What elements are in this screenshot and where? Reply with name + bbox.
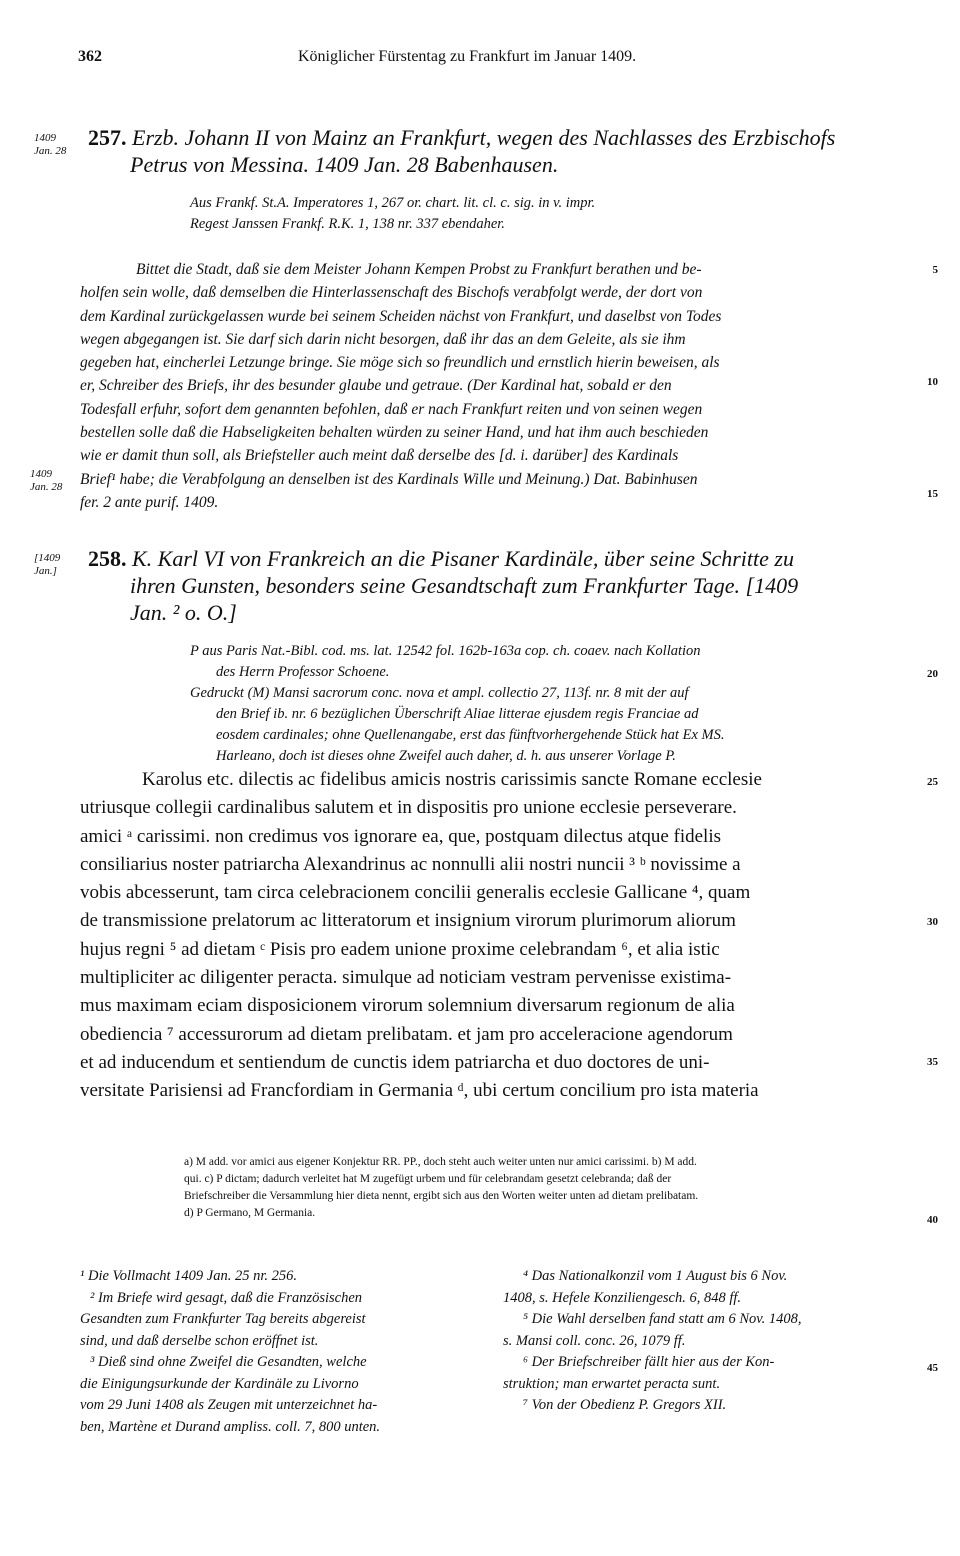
entry-257-margin-date: 1409 Jan. 28 — [34, 132, 67, 157]
entry-257-source-1: Aus Frankf. St.A. Imperatores 1, 267 or. chart. lit. cl. c. sig. in v. impr. — [190, 195, 596, 211]
footnotes-left: ¹ Die Vollmacht 1409 Jan. 25 nr. 256. ² Im Briefe wird gesagt, daß die Französischen Gesandten zum Frankfurter Tag bereits abgereist sind, und daß derselbe schon eröffnet ist. ³ Dieß sind ohne Zweifel die Gesandten, welche die Einigungsurkunde der Kardinäle zu Livorno vom 29 Juni 1408 als Zeugen mit unterzeichnet ha- ben, Martène et Durand ampliss. coll. 7, 800 unten. — [80, 1268, 381, 1435]
entry-258-title-line3: Jan. ² o. O.] — [130, 600, 237, 625]
entry-257-regest: Bittet die Stadt, daß sie dem Meister Johann Kempen Probst zu Frankfurt berathen und be- holfen sein wolle, daß demselben die Hinterlassenschaft des Bischofs verabfolgt werde, der dort von dem Kardinal zurückgelassen wurde bei seinem Scheiden nächst von Frankfurt, und daselbst von Todes wegen abgegangen ist. Sie darf sich darin nicht besorgen, daß ihr das an dem Geleite, als sie ihm gegeben hat, eincherlei Letzunge bringe. Sie möge sich so freundlich und ernstlich hierin beweisen, als er, Schreiber des Briefs, ihr des besunder glaube und getraue. (Der Kardinal hat, sobald er den Todesfall erfuhr, sofort dem genannten befohlen, daß er nach Frankfurt reiten und von seinen wegen bestellen solle daß die Habseligkeiten behalten würden zu seiner Hand, und hat ihm auch beschieden wie er damit thun soll, als Briefsteller auch meint daß derselbe des [d. i. darüber] des Kardinals Brief¹ habe; die Verabfolgung an denselben ist des Kardinals Wille und Meinung.) Dat. Babinhusen fer. 2 ante purif. 1409. — [80, 261, 722, 511]
entry-257-title-line1: Erzb. Johann II von Mainz an Frankfurt, wegen des Nachlasses des Erzbischofs — [132, 125, 836, 150]
line-number: 30 — [927, 916, 938, 928]
line-number: 25 — [927, 776, 938, 788]
footnotes-right: ⁴ Das Nationalkonzil vom 1 August bis 6 Nov. 1408, s. Hefele Konziliengesch. 6, 848 ff. ⁵ Die Wahl derselben fand statt am 6 Nov. 1408, s. Mansi coll. conc. 26, 1079 ff. ⁶ Der Briefschreiber fällt hier aus der Kon- struktion; man erwartet peracta sunt. ⁷ Von der Obedienz P. Gregors XII. — [503, 1268, 802, 1413]
line-number: 10 — [927, 376, 938, 388]
entry-258-title-line1: K. Karl VI von Frankreich an die Pisaner Kardinäle, über seine Schritte zu — [132, 546, 794, 571]
line-number: 5 — [932, 264, 938, 276]
entry-258-sources: P aus Paris Nat.-Bibl. cod. ms. lat. 12542 fol. 162b-163a cop. ch. coaev. nach Kollation des Herrn Professor Schoene. Gedruckt (M) Mansi sacrorum conc. nova et ampl. collectio 27, 113f. nr. 8 mit der auf den Brief ib. nr. 6 bezüglichen Überschrift Aliae litterae ejusdem regis Franciae ad eosdem cardinales; ohne Quellenangabe, erst das fünftvorhergehende Stück hat Ex MS. Harleano, doch ist dieses ohne Zweifel auch daher, d. h. aus unserer Vorlage P. — [190, 643, 725, 764]
entry-258-title-line2: ihren Gunsten, besonders seine Gesandtschaft zum Frankfurter Tage. [1409 — [130, 573, 799, 598]
line-number: 40 — [927, 1214, 938, 1226]
page-number: 362 — [78, 48, 102, 65]
entry-257-date-margin: 1409 Jan. 28 — [30, 468, 63, 493]
line-number: 15 — [927, 488, 938, 500]
line-number: 20 — [927, 668, 938, 680]
critical-apparatus: a) M add. vor amici aus eigener Konjektur RR. PP., doch steht auch weiter unten nur amici carissimi. b) M add. qui. c) P dictam; dadurch verleitet hat M zugefügt urbem und für celebrandam gesetzt celebranda; daß der Briefschreiber die Versammlung hier dieta nennt, ergibt sich aus den Worten weiter unten ad dietam prelibatam. d) P Germano, M Germania. — [184, 1156, 699, 1219]
entry-257-number: 257. — [88, 125, 127, 150]
entry-258-latin-text: Karolus etc. dilectis ac fidelibus amicis nostris carissimis sancte Romane ecclesie utriusque collegii cardinalibus salutem et in dispositis pro unione ecclesie perseverare. amici ᵃ carissimi. non credimus vos ignorare ea, que, postquam dilectus atque fidelis consiliarius noster patriarcha Alexandrinus ac nonnulli alii nostri nuncii ³ ᵇ novissime a vobis abcesserunt, tam circa celebracionem concilii generalis ecclesie Gallicane ⁴, quam de transmissione prelatorum ac litteratorum et insignium virorum plurimorum aliorum hujus regni ⁵ ad dietam ᶜ Pisis pro eadem unione proxime celebrandam ⁶, et alia istic multipliciter ac diligenter peracta. simulque ad noticiam vestram pervenisse existima- mus maximam eciam disposicionem virorum solemnium diversarum regionum de alia obediencia ⁷ accessurorum ad dietam prelibatam. et jam pro acceleracione agendorum et ad inducendum et sentiendum de cunctis idem patriarcha et duo doctores de uni- versitate Parisiensi ad Francfordiam in Germania ᵈ, ubi certum concilium pro ista materia — [80, 769, 762, 1102]
entry-258-number: 258. — [88, 546, 127, 571]
entry-258-heading — [88, 545, 933, 626]
entry-257-heading — [88, 124, 933, 178]
entry-257-source-2: Regest Janssen Frankf. R.K. 1, 138 nr. 337 ebendaher. — [190, 216, 505, 232]
entry-257-title-line2: Petrus von Messina. 1409 Jan. 28 Babenhausen. — [130, 152, 559, 177]
entry-257-sources — [190, 193, 920, 235]
line-number: 45 — [927, 1362, 938, 1374]
entry-258-margin-date: [1409 Jan.] — [34, 552, 61, 577]
running-title: Königlicher Fürstentag zu Frankfurt im Januar 1409. — [298, 48, 637, 65]
line-number: 35 — [927, 1056, 938, 1068]
